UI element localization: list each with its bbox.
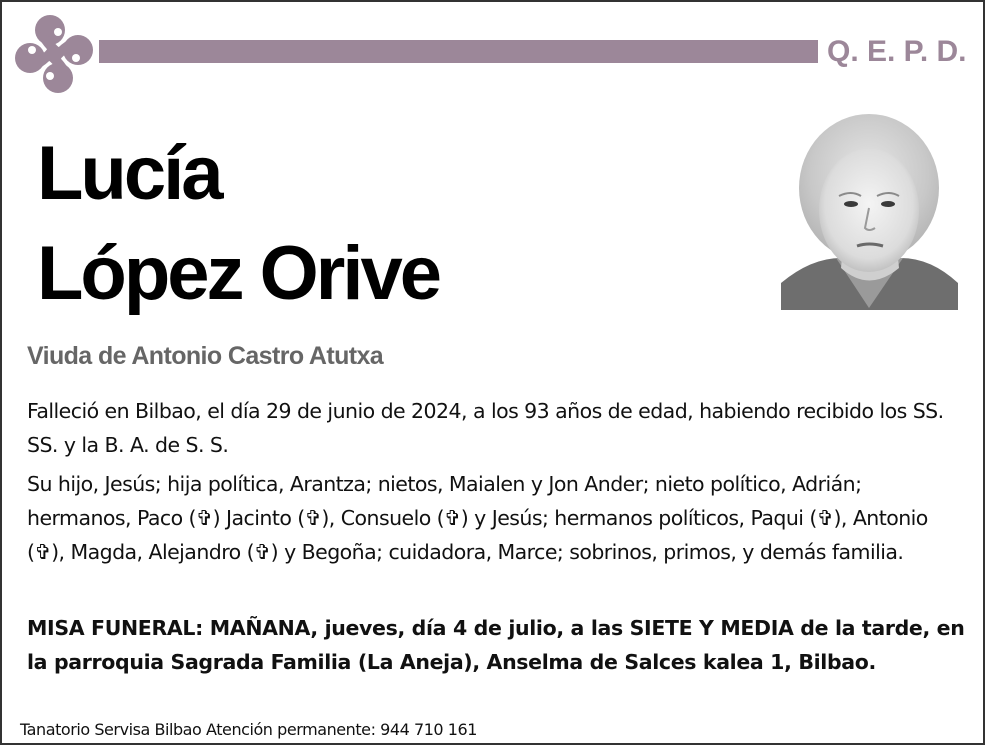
deceased-first-name: Lucía	[37, 131, 221, 216]
funeral-mass-paragraph: MISA FUNERAL: MAÑANA, jueves, día 4 de julio, a las SIETE Y MEDIA de la tarde, en la parroquia Sagrada Familia (La Aneja), Anselma de Salces kalea 1, Bilbao.	[27, 616, 965, 674]
portrait-image	[781, 108, 958, 310]
portrait-photo	[781, 108, 958, 310]
funeral-home-footer: Tanatorio Servisa Bilbao Atención permanente: 944 710 161	[20, 720, 477, 739]
deceased-subtitle: Viuda de Antonio Castro Atutxa	[27, 342, 384, 370]
header-divider-bar	[99, 40, 818, 63]
family-paragraph: Su hijo, Jesús; hija política, Arantza; nietos, Maialen y Jon Ander; nieto político, Adrián; hermanos, Paco (✞) Jacinto (✞), Consuelo (✞) y Jesús; hermanos políticos, Paqui (✞), Antonio (✞), Magda, Alejandro (✞) y Begoña; cuidadora, Marce; sobrinos, primos, y demás familia.	[27, 472, 928, 564]
deceased-last-names: López Orive	[37, 231, 439, 316]
death-notice-paragraph: Falleció en Bilbao, el día 29 de junio de 2024, a los 93 años de edad, habiendo recibido los SS. SS. y la B. A. de S. S.	[27, 399, 944, 457]
lauburu-icon	[12, 12, 96, 96]
qepd-label: Q. E. P. D.	[827, 35, 967, 68]
